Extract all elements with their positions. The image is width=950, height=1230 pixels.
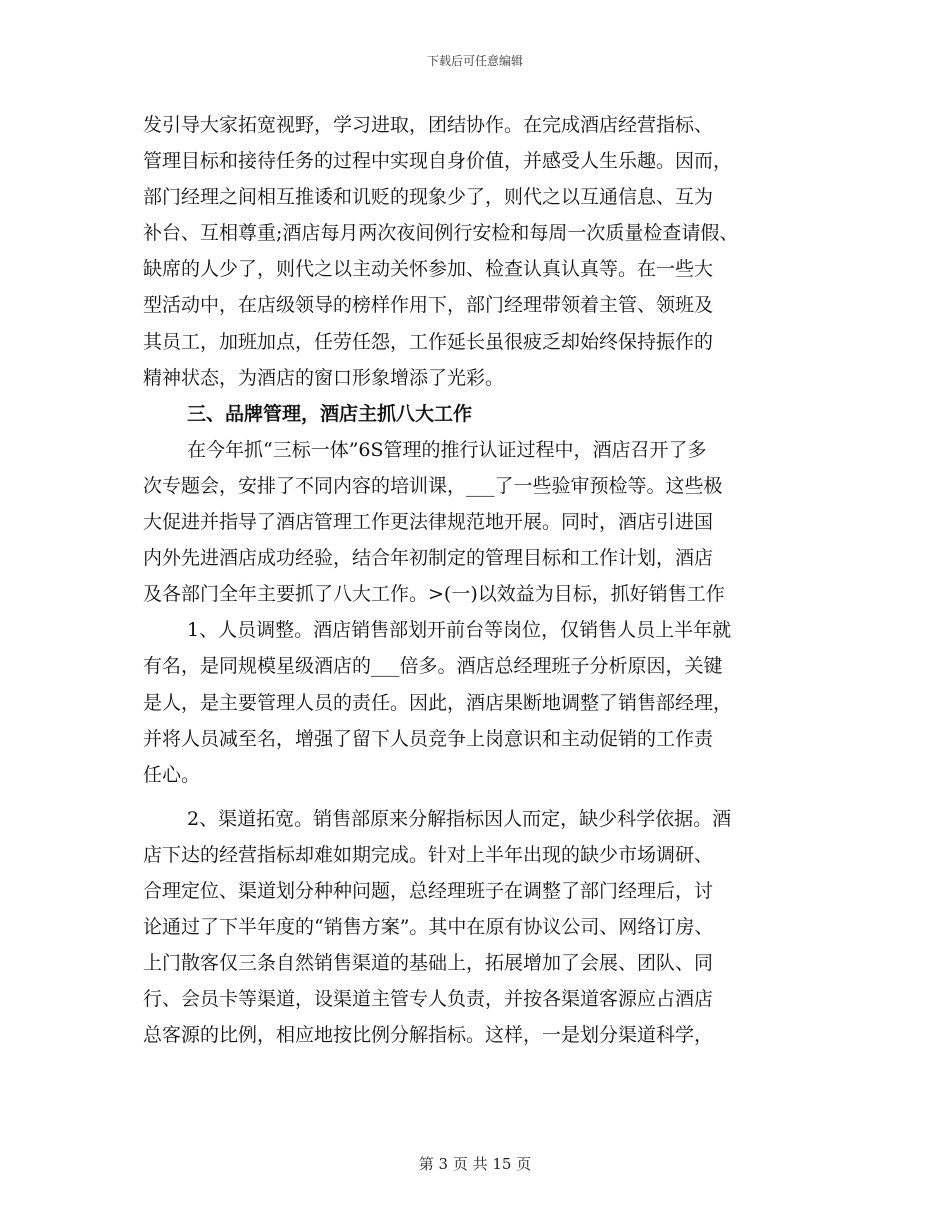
page-footer: 第 3 页 共 15 页 — [418, 1155, 532, 1173]
text-line: 内外先进酒店成功经验，结合年初制定的管理目标和工作计划，酒店 — [143, 547, 714, 570]
text-line: 任心。 — [143, 763, 201, 786]
text-line: 发引导大家拓宽视野，学习进取，团结协作。在完成酒店经营指标、 — [143, 114, 714, 136]
text-line: 其员工，加班加点，任劳任怨，工作延长虽很疲乏却始终保持振作的 — [143, 330, 714, 353]
text-line: 店下达的经营指标却难如期完成。针对上半年出现的缺少市场调研、 — [143, 843, 714, 866]
document-body — [143, 107, 823, 1053]
text-line: 型活动中，在店级领导的榜样作用下，部门经理带领着主管、领班及 — [143, 294, 714, 317]
text-line: 合理定位、渠道划分种种问题，总经理班子在调整了部门经理后，讨 — [143, 879, 714, 902]
text-line: 及各部门全年主要抓了八大工作。>(一)以效益为目标，抓好销售工作 — [143, 583, 725, 606]
text-line: 是人，是主要管理人员的责任。因此，酒店果断地调整了销售部经理， — [143, 691, 733, 714]
text-line: 论通过了下半年度的“销售方案”。其中在原有协议公司、网络订房、 — [143, 916, 714, 939]
text-line: 精神状态，为酒店的窗口形象增添了光彩。 — [143, 366, 505, 389]
text-line: 并将人员减至名，增强了留下人员竞争上岗意识和主动促销的工作责 — [143, 727, 714, 750]
text-line: 补台、互相尊重;酒店每月两次夜间例行安检和每周一次质量检查请假、 — [143, 222, 739, 245]
text-line: 上门散客仅三条自然销售渠道的基础上，拓展增加了会展、团队、同 — [143, 952, 714, 975]
page-header: 下载后可任意编辑 — [426, 54, 523, 68]
text-line: 总客源的比例，相应地按比例分解指标。这样，一是划分渠道科学， — [143, 1024, 714, 1047]
text-line: 缺席的人少了，则代之以主动关怀参加、检查认真认真等。在一些大 — [143, 258, 714, 281]
section-heading: 三、品牌管理，酒店主抓八大工作 — [187, 402, 473, 425]
text-line: 部门经理之间相互推诿和讥贬的现象少了，则代之以互通信息、互为 — [143, 186, 714, 209]
text-line: 次专题会，安排了不同内容的培训课，___了一些验审预检等。这些极 — [143, 474, 723, 497]
text-line: 1、人员调整。酒店销售部划开前台等岗位，仅销售人员上半年就 — [187, 619, 732, 642]
text-line: 有名，是同规模星级酒店的___倍多。酒店总经理班子分析原因，关键 — [143, 655, 723, 678]
text-line: 大促进并指导了酒店管理工作更法律规范地开展。同时，酒店引进国 — [143, 511, 714, 534]
text-line: 管理目标和接待任务的过程中实现自身价值，并感受人生乐趣。因而， — [143, 150, 733, 173]
text-line: 2、渠道拓宽。销售部原来分解指标因人而定，缺少科学依据。酒 — [187, 807, 732, 830]
text-line: 行、会员卡等渠道，设渠道主管专人负责，并按各渠道客源应占酒店 — [143, 988, 714, 1011]
text-line: 在今年抓“三标一体”6S管理的推行认证过程中，酒店召开了多 — [187, 438, 707, 461]
